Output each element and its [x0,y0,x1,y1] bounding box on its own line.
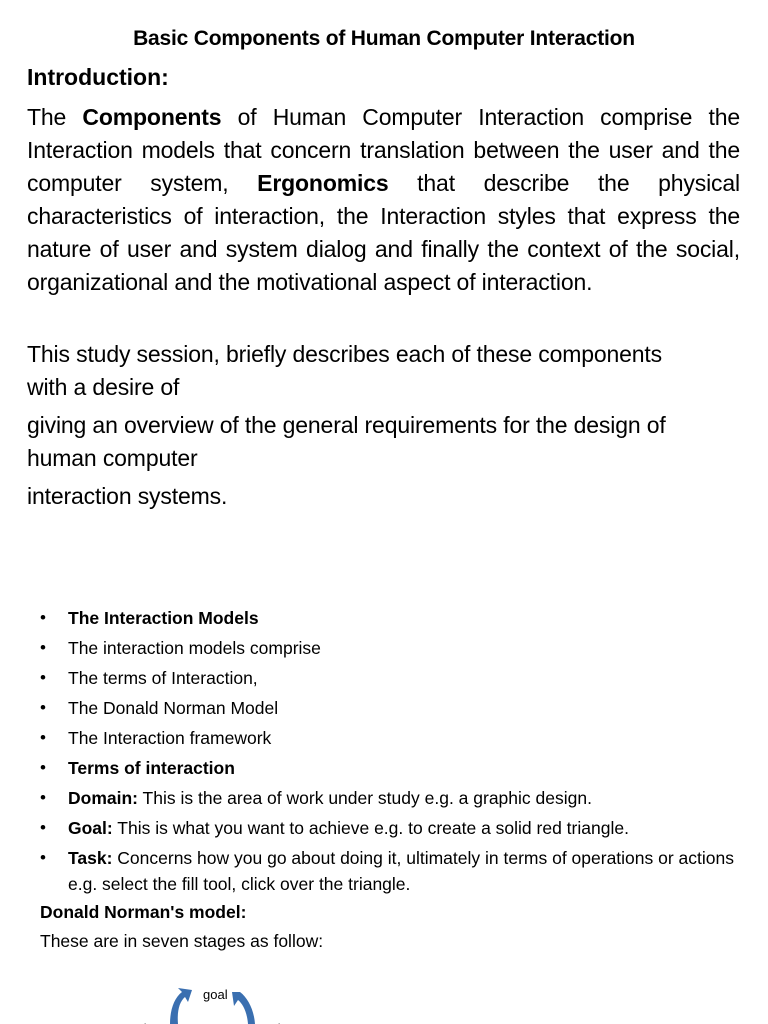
list-item [40,605,740,631]
diagram-goal-label: goal [203,987,228,1002]
bullet-text: Concerns how you go about doing it, ultimately in terms of operations or actions e.g. select the fill tool, click over the triangle. [68,848,735,894]
list-item [40,695,740,721]
list-item [40,785,740,811]
bullet-bold-text: The Interaction Models [68,608,259,628]
bullet-icon: • [40,668,46,687]
norman-cycle-diagram [130,980,330,1024]
bullet-bold-text: Terms of interaction [68,758,235,778]
document-title: Basic Components of Human Computer Interaction [133,27,635,50]
intro-paragraph-1 [27,101,740,299]
list-item [40,665,740,691]
list-item [40,635,740,661]
bullet-text: The Interaction framework [68,728,272,748]
diagram-right-fragment: . [278,1017,281,1024]
diagram-left-fragment: . [144,1017,147,1024]
bullet-text: The interaction models comprise [68,638,321,658]
intro-p1-mid: of Human Computer Interaction comprise the Interaction models that concern translation between the user and the computer system, [27,104,740,196]
bullet-text: This is what you want to achieve e.g. to create a solid red triangle. [112,818,629,838]
bullet-icon: • [40,638,46,657]
intro-p1-after: that describe the physical characteristics of interaction, the Interaction styles that express the nature of user and system dialog and finally the context of the social, organizational and the motivational aspect of interaction. [27,170,740,295]
right-cycle-arrow-icon [232,992,255,1024]
bullet-icon: • [40,698,46,717]
bullet-icon: • [40,608,46,627]
list-item [40,845,740,897]
bullet-text: The terms of Interaction, [68,668,258,688]
bullet-icon: • [40,848,46,867]
list-item [40,815,740,841]
intro-p1-bold-ergonomics: Ergonomics [257,170,389,196]
intro-p1-before: The [27,104,83,130]
left-cycle-arrow-icon [170,988,192,1024]
norman-model-heading: Donald Norman's model: [40,902,247,922]
intro-p2-line1: This study session, briefly describes each of these components [27,341,663,367]
intro-p1-bold-components: Components [82,104,222,130]
bullet-icon: • [40,788,46,807]
intro-paragraph-3: giving an overview of the general requirements for the design of human computer [27,412,666,471]
intro-paragraph-4: interaction systems. [27,483,228,509]
intro-p2-line2: with a desire of [27,374,180,400]
norman-model-text: These are in seven stages as follow: [40,931,324,951]
bullet-bold-text: Domain: [68,788,138,808]
list-item [40,725,740,751]
bullet-text: The Donald Norman Model [68,698,279,718]
bullet-icon: • [40,728,46,747]
topics-bullet-list [40,605,740,901]
introduction-heading: Introduction: [27,64,169,90]
intro-paragraph-2 [27,338,740,404]
bullet-icon: • [40,818,46,837]
bullet-text: This is the area of work under study e.g. a graphic design. [138,788,592,808]
bullet-bold-text: Goal: [68,818,113,838]
bullet-bold-text: Task: [68,848,113,868]
bullet-icon: • [40,758,46,777]
list-item [40,755,740,781]
